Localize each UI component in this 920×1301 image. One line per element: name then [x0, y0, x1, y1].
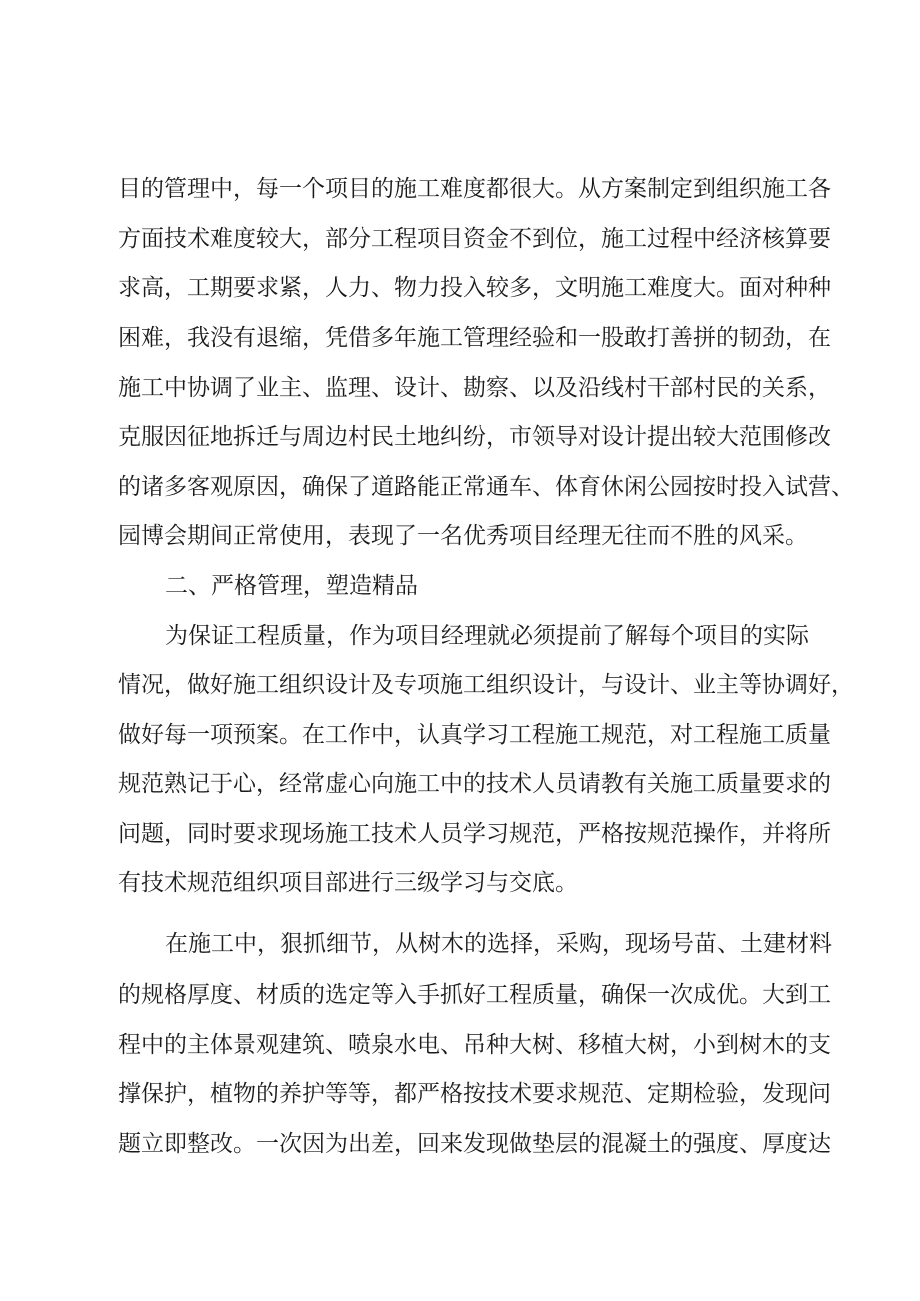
text-line: 的规格厚度、材质的选定等入手抓好工程质量，确保一次成优。大到工	[118, 982, 831, 1008]
text-line: 求高，工期要求紧，人力、物力投入较多，文明施工难度大。面对种种	[118, 275, 831, 301]
text-line: 有技术规范组织项目部进行三级学习与交底。	[118, 870, 578, 896]
text-line: 规范熟记于心，经常虚心向施工中的技术人员请教有关施工质量要求的	[118, 771, 831, 797]
text-line: 园博会期间正常使用，表现了一名优秀项目经理无往而不胜的风采。	[118, 523, 808, 549]
text-line: 施工中协调了业主、监理、设计、勘察、以及沿线村干部村民的关系，	[118, 375, 831, 401]
text-line: 在施工中，狠抓细节，从树木的选择，采购，现场号苗、土建材料	[165, 931, 832, 957]
text-line: 撑保护，植物的养护等等，都严格按技术要求规范、定期检验，发现问	[118, 1081, 831, 1107]
text-line: 题立即整改。一次因为出差，回来发现做垫层的混凝土的强度、厚度达	[118, 1131, 831, 1157]
text-line: 目的管理中，每一个项目的施工难度都很大。从方案制定到组织施工各	[118, 176, 831, 202]
text-line: 克服因征地拆迁与周边村民土地纠纷，市领导对设计提出较大范围修改	[118, 424, 831, 450]
text-line: 问题，同时要求现场施工技术人员学习规范，严格按规范操作，并将所	[118, 821, 831, 847]
text-line: 程中的主体景观建筑、喷泉水电、吊种大树、移植大树，小到树木的支	[118, 1032, 831, 1058]
section-heading: 二、严格管理，塑造精品	[165, 573, 418, 599]
text-line: 为保证工程质量，作为项目经理就必须提前了解每个项目的实际	[165, 623, 809, 649]
text-line: 方面技术难度较大，部分工程项目资金不到位，施工过程中经济核算要	[118, 226, 831, 252]
text-line: 做好每一项预案。在工作中，认真学习工程施工规范，对工程施工质量	[118, 722, 831, 748]
text-line: 困难，我没有退缩，凭借多年施工管理经验和一股敢打善拼的韧劲，在	[118, 325, 831, 351]
text-line: 的诸多客观原因，确保了道路能正常通车、体育休闲公园按时投入试营、	[118, 474, 854, 500]
text-line: 情况，做好施工组织设计及专项施工组织设计，与设计、业主等协调好，	[118, 672, 854, 698]
